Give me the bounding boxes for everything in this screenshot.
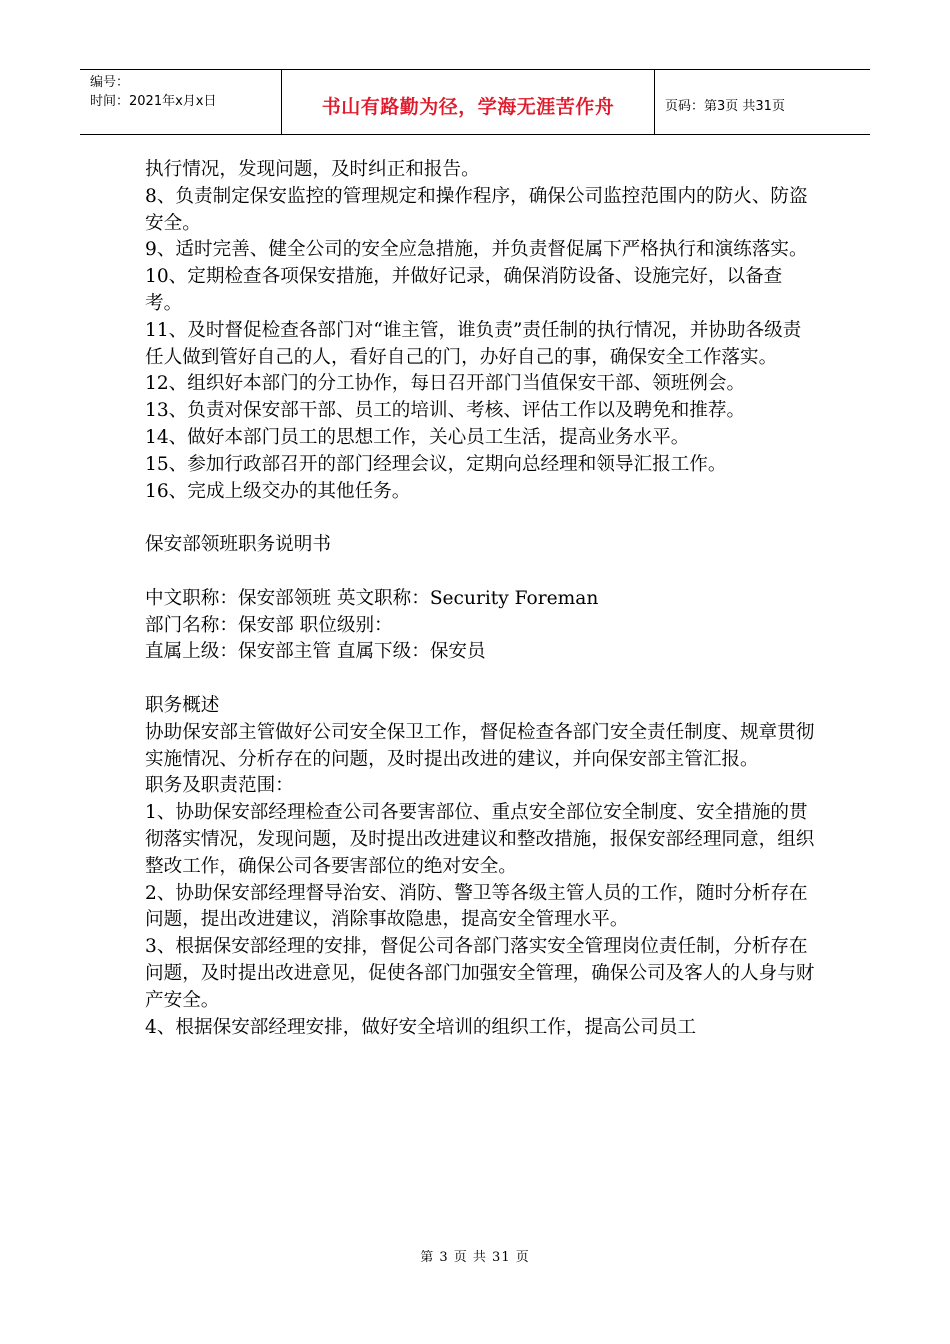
body-paragraph: 执行情况，发现问题，及时纠正和报告。 [145,159,480,180]
document-body [145,157,815,1041]
responsibility-item-2: 2、协助保安部经理督导治安、消防、警卫等各级主管人员的工作，随时分析存在问题，提出改进建议，消除事故隐患，提高安全管理水平。 [145,882,808,931]
duty-item-10: 10、定期检查各项保安措施，并做好记录，确保消防设备、设施完好，以备查考。 [145,266,783,314]
department-line: 部门名称：保安部 职位级别： [145,614,393,636]
header-page-info: 页码：第3页 共31页 [665,98,785,114]
overview-heading: 职务概述 [145,694,220,716]
section-title: 保安部领班职务说明书 [145,534,331,556]
duty-item-9: 9、适时完善、健全公司的安全应急措施，并负责督促属下严格执行和演练落实。 [145,239,808,261]
duty-item-11: 11、及时督促检查各部门对“谁主管，谁负责”责任制的执行情况，并协助各级责任人做到管好自己的人，看好自己的门，办好自己的事，确保安全工作落实。 [145,319,802,368]
duty-item-15: 15、参加行政部召开的部门经理会议，定期向总经理和领导汇报工作。 [145,453,727,475]
page-header [80,69,870,135]
responsibility-item-4: 4、根据保安部经理安排，做好安全培训的组织工作，提高公司员工 [145,1016,697,1038]
header-slogan: 书山有路勤为径，学海无涯苦作舟 [282,70,655,134]
duty-item-14: 14、做好本部门员工的思想工作，关心员工生活，提高业务水平。 [145,426,690,448]
responsibility-item-1: 1、协助保安部经理检查公司各要害部位、重点安全部位安全制度、安全措施的贯彻落实情况，发现问题，及时提出改进建议和整改措施，报保安部经理同意，组织整改工作，确保公司各要害部位的绝对安全。 [145,802,815,877]
overview-text: 协助保安部主管做好公司安全保卫工作，督促检查各部门安全责任制度、规章贯彻实施情况、分析存在的问题，及时提出改进的建议，并向保安部主管汇报。 [145,721,815,770]
document-time-label: 时间：2021年x月x日 [90,94,217,109]
duty-item-8: 8、负责制定保安监控的管理规定和操作程序，确保公司监控范围内的防火、防盗安全。 [145,185,808,234]
document-number-label: 编号： [90,75,130,90]
header-info-cell [80,70,282,134]
job-title-line: 中文职称：保安部领班 英文职称：Security Foreman [145,587,599,609]
page-footer: 第 3 页 共 31 页 [420,1250,530,1265]
duty-item-13: 13、负责对保安部干部、员工的培训、考核、评估工作以及聘免和推荐。 [145,400,746,422]
reporting-line: 直属上级：保安部主管 直属下级：保安员 [145,641,486,663]
responsibilities-heading: 职务及职责范围： [145,775,294,797]
duty-item-16: 16、完成上级交办的其他任务。 [145,480,411,502]
responsibility-item-3: 3、根据保安部经理的安排，督促公司各部门落实安全管理岗位责任制，分析存在问题，及时提出改进意见，促使各部门加强安全管理，确保公司及客人的人身与财产安全。 [145,936,815,1011]
duty-item-12: 12、组织好本部门的分工协作，每日召开部门当值保安干部、领班例会。 [145,373,746,395]
